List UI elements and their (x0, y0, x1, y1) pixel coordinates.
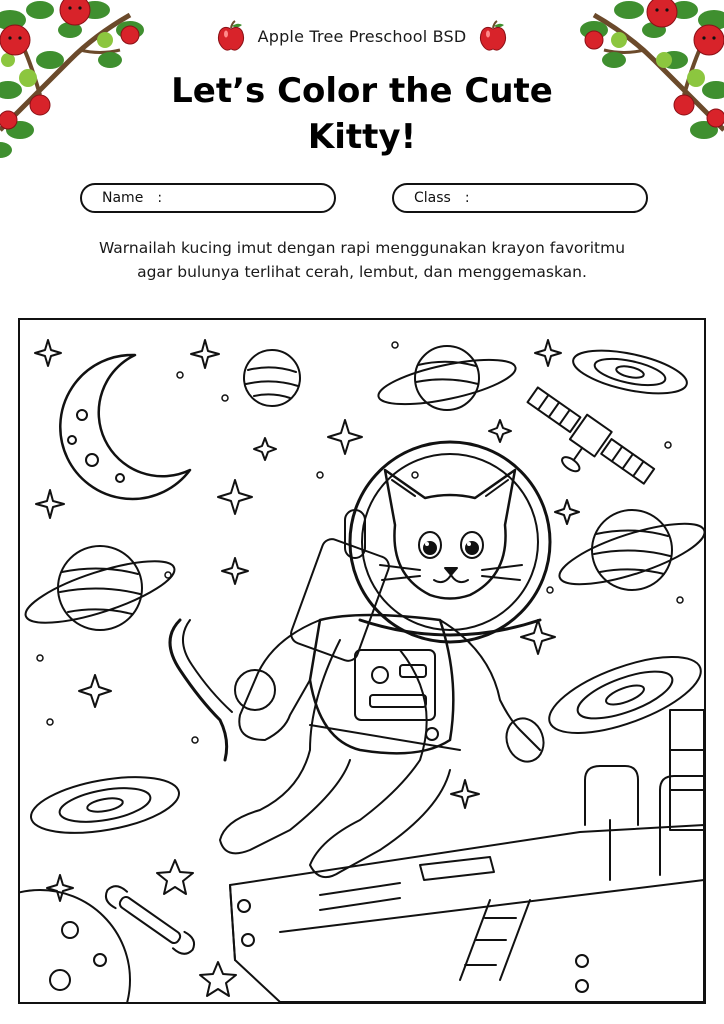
name-label: Name (102, 190, 144, 206)
crescent-moon (60, 355, 190, 499)
name-separator: : (157, 190, 163, 206)
space-platform (230, 710, 704, 1002)
ringed-planet-top (375, 346, 519, 413)
class-separator: : (464, 190, 470, 206)
class-field[interactable] (392, 183, 648, 213)
astronaut-cat (170, 442, 550, 877)
name-field[interactable] (80, 183, 336, 213)
apple-icon (216, 20, 246, 52)
satellite (510, 383, 658, 510)
instructions (60, 236, 664, 284)
coloring-picture-frame (18, 318, 706, 1004)
school-name: Apple Tree Preschool BSD (257, 26, 467, 46)
galaxy-right (540, 641, 704, 748)
galaxy-top-right (570, 342, 691, 401)
school-header (0, 20, 724, 52)
title-line-2: Kitty! (307, 117, 417, 157)
ringed-planet-right (554, 510, 704, 597)
class-label: Class (414, 190, 451, 206)
small-planet (244, 350, 300, 406)
apple-icon (478, 20, 508, 52)
ringed-planet-left (20, 546, 180, 635)
page-title (130, 68, 594, 160)
star-shapes (157, 860, 236, 996)
galaxy-left (27, 767, 183, 842)
title-line-1: Let’s Color the Cute (171, 71, 553, 111)
instructions-line-2: agar bulunya terlihat cerah, lembut, dan menggemaskan. (137, 263, 587, 281)
instructions-line-1: Warnailah kucing imut dengan rapi menggunakan krayon favoritmu (98, 239, 626, 257)
astronaut-cat-illustration (20, 320, 704, 1002)
